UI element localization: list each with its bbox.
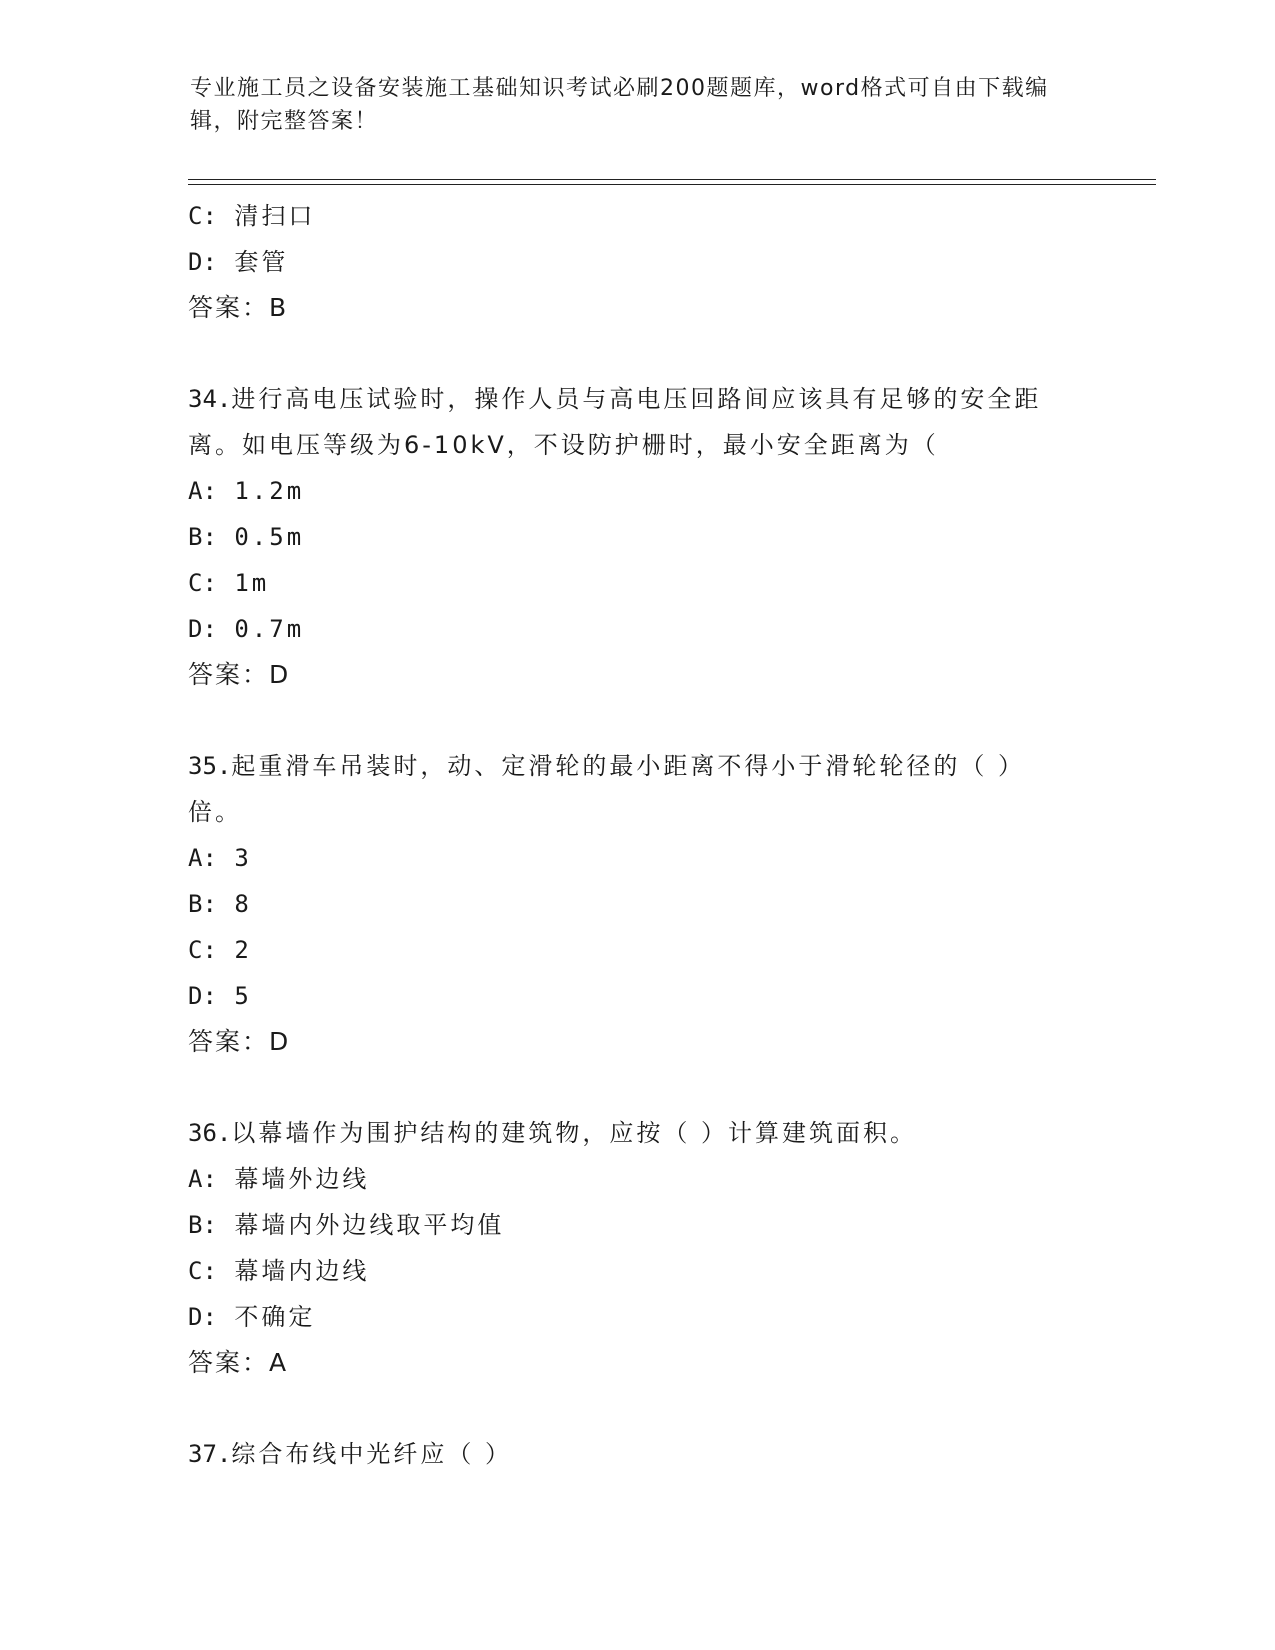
spacer: [188, 1065, 1088, 1110]
question-text: 以幕墙作为围护结构的建筑物，应按（ ）计算建筑面积。: [231, 1119, 917, 1147]
option-text: 1.2m: [234, 477, 305, 505]
spacer: [188, 1386, 1088, 1431]
option-b: [188, 514, 1088, 560]
question-stem: [188, 1110, 1068, 1156]
answer-line: 答案：A: [188, 1348, 289, 1377]
option-text: 不确定: [234, 1303, 316, 1331]
option-label: B:: [188, 1211, 217, 1239]
question-number: 34.: [188, 385, 232, 413]
header-rule-bottom: [188, 184, 1156, 185]
option-text: 2: [234, 936, 252, 964]
option-d: [188, 239, 1088, 285]
option-d: [188, 1294, 1088, 1340]
option-label: C:: [188, 569, 217, 597]
option-text: 清扫口: [234, 202, 316, 230]
option-label: C:: [188, 936, 217, 964]
document-header: 专业施工员之设备安装施工基础知识考试必刷200题题库，word格式可自由下载编辑，附完整答案！: [190, 76, 1049, 134]
option-label: A:: [188, 1165, 217, 1193]
option-label: B:: [188, 523, 217, 551]
question-list: [188, 193, 1088, 1477]
option-b: [188, 881, 1088, 927]
option-text: 套管: [234, 248, 289, 276]
option-text: 0.7m: [234, 615, 305, 643]
option-c: [188, 927, 1088, 973]
header-rule-top: [188, 179, 1156, 180]
answer-line: 答案：D: [188, 660, 291, 689]
option-text: 3: [234, 844, 252, 872]
answer-line: 答案：B: [188, 293, 289, 322]
option-text: 幕墙外边线: [234, 1165, 370, 1193]
option-label: D:: [188, 248, 217, 276]
option-text: 5: [234, 982, 252, 1010]
question-text: 综合布线中光纤应（ ）: [231, 1440, 512, 1468]
option-c: [188, 1248, 1088, 1294]
option-d: [188, 973, 1088, 1019]
spacer: [188, 698, 1088, 743]
option-label: D:: [188, 982, 217, 1010]
option-a: [188, 835, 1088, 881]
question-number: 36.: [188, 1119, 232, 1147]
option-text: 0.5m: [234, 523, 305, 551]
option-text: 幕墙内边线: [234, 1257, 370, 1285]
option-text: 幕墙内外边线取平均值: [234, 1211, 505, 1239]
option-label: C:: [188, 202, 217, 230]
option-label: C:: [188, 1257, 217, 1285]
option-label: A:: [188, 477, 217, 505]
question-number: 35.: [188, 752, 232, 780]
option-label: D:: [188, 615, 217, 643]
option-c: [188, 193, 1088, 239]
option-b: [188, 1202, 1088, 1248]
option-label: A:: [188, 844, 217, 872]
question-text: 起重滑车吊装时，动、定滑轮的最小距离不得小于滑轮轮径的（ ）倍。: [188, 752, 1025, 826]
spacer: [188, 331, 1088, 376]
question-stem: [188, 376, 1048, 468]
option-label: B:: [188, 890, 217, 918]
option-text: 1m: [234, 569, 270, 597]
option-c: [188, 560, 1088, 606]
question-text: 进行高电压试验时，操作人员与高电压回路间应该具有足够的安全距离。如电压等级为6-10kV，不设防护栅时，最小安全距离为（: [188, 385, 1042, 459]
question-stem: [188, 1431, 1068, 1477]
answer-line: 答案：D: [188, 1027, 291, 1056]
option-text: 8: [234, 890, 252, 918]
option-d: [188, 606, 1088, 652]
question-number: 37.: [188, 1440, 232, 1468]
option-a: [188, 468, 1088, 514]
option-a: [188, 1156, 1088, 1202]
option-label: D:: [188, 1303, 217, 1331]
question-stem: [188, 743, 1028, 835]
